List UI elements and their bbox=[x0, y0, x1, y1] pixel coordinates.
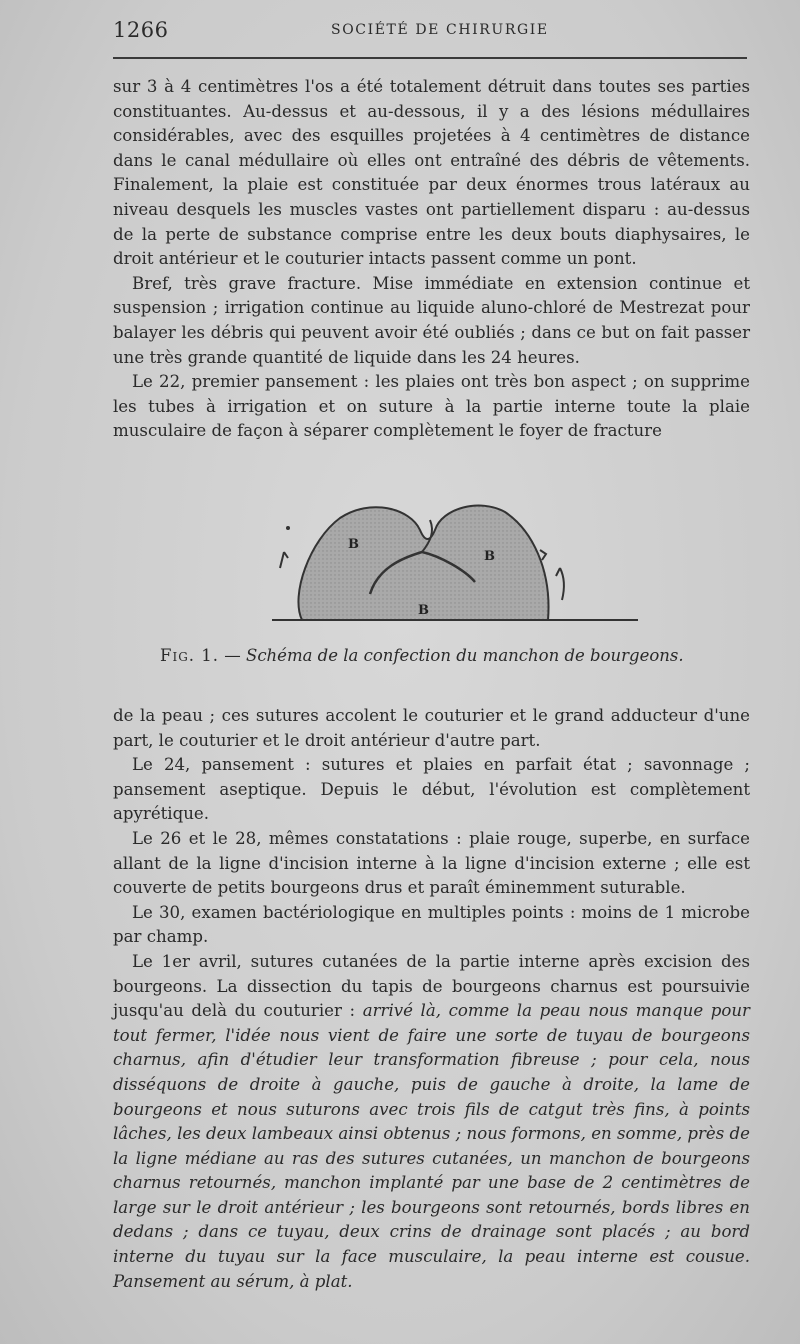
label-b-right: B bbox=[484, 549, 495, 564]
figure-diagram bbox=[270, 490, 640, 630]
left-arrow-icon bbox=[280, 552, 288, 568]
page-number: 1266 bbox=[113, 18, 169, 42]
paragraph: Le 24, pansement : sutures et plaies en parfait état ; savonnage ; pansement aseptique. Depuis le début, l'évolution est complètement apyrétique. bbox=[113, 755, 750, 824]
paragraph-italic-part: arrivé là, comme la peau nous manque pour tout fermer, l'idée nous vient de faire une sorte de tuyau de bourgeons charnus, afin d'étudier leur transformation fibreuse ; pour cela, nous disséquons de droite à gauche, puis de gauche à droite, la lame de bourgeons et nous suturons avec trois fils de catgut très fins, à points lâches, les deux lambeaux ainsi obtenus ; nous formons, en somme, près de la ligne médiane au ras des sutures cutanées, un manchon de bourgeons charnus retournés, manchon implanté par une base de 2 centimètres de large sur le droit antérieur ; les bourgeons sont retournés, bords libres en dedans ; dans ce tuyau, deux crins de drainage sont placés ; au bord interne du tuyau sur la face musculaire, la peau interne est cousue. Pansement au sérum, à plat. bbox=[113, 1001, 750, 1291]
paragraph-roman-part: Le 1er avril, sutures cutanées de la partie interne après excision des bourgeons. La dissection du tapis de bourgeons charnus est poursuivie jusqu'au delà du couturier : bbox=[113, 951, 750, 1021]
right-arrow-icon bbox=[556, 568, 564, 600]
label-b-bottom: B bbox=[418, 603, 429, 618]
header-rule bbox=[113, 57, 747, 59]
paragraph: de la peau ; ces sutures accolent le couturier et le grand adducteur d'une part, le couturier et le droit antérieur d'autre part. bbox=[113, 706, 750, 750]
paragraph: Le 26 et le 28, mêmes constatations : plaie rouge, superbe, en surface allant de la ligne d'incision interne à la ligne d'incision externe ; elle est couverte de petits bourgeons drus et paraît éminemment suturable. bbox=[113, 828, 750, 898]
dot-marker-icon bbox=[286, 526, 290, 530]
paragraph: sur 3 à 4 centimètres l'os a été totalement détruit dans toutes ses parties constituantes. Au-dessus et au-dessous, il y a des lésions médullaires considérables, avec des esquilles projetées à 4 centimètres de distance dans le canal médullaire où elles ont entraîné des débris de vêtements. Finalement, la plaie est constituée par deux énormes trous latéraux au niveau desquels les muscles vastes ont partiellement disparu : au-dessus de la perte de substance comprise entre les deux bouts diaphysaires, le droit antérieur et le couturier intacts passent comme un pont. bbox=[113, 77, 750, 269]
paragraph: Bref, très grave fracture. Mise immédiate en extension continue et suspension ; irrigation continue au liquide aluno-chloré de Mestrezat pour balayer les débris qui peuvent avoir été oubliés ; dans ce but on fait passer une très grande quantité de liquide dans les 24 heures. bbox=[113, 273, 750, 367]
figure-caption bbox=[160, 646, 760, 665]
paragraph: Le 30, examen bactériologique en multiples points : moins de 1 microbe par champ. bbox=[113, 902, 750, 947]
page-header bbox=[113, 16, 748, 46]
text-block-top bbox=[113, 75, 750, 444]
label-b-left: B bbox=[348, 537, 359, 552]
diagram-schema bbox=[270, 490, 640, 630]
running-title: SOCIÉTÉ DE CHIRURGIE bbox=[331, 22, 549, 38]
text-block-bottom bbox=[113, 704, 750, 1294]
figure-label: Fig. 1. bbox=[160, 646, 220, 665]
figure-title: Schéma de la confection du manchon de bourgeons. bbox=[246, 646, 684, 665]
caption-dash: — bbox=[224, 646, 241, 665]
paragraph-last bbox=[113, 950, 750, 1294]
paragraph: Le 22, premier pansement : les plaies ont très bon aspect ; on supprime les tubes à irrigation et on suture à la partie interne toute la plaie musculaire de façon à séparer complètement le foyer de fracture bbox=[113, 372, 750, 441]
